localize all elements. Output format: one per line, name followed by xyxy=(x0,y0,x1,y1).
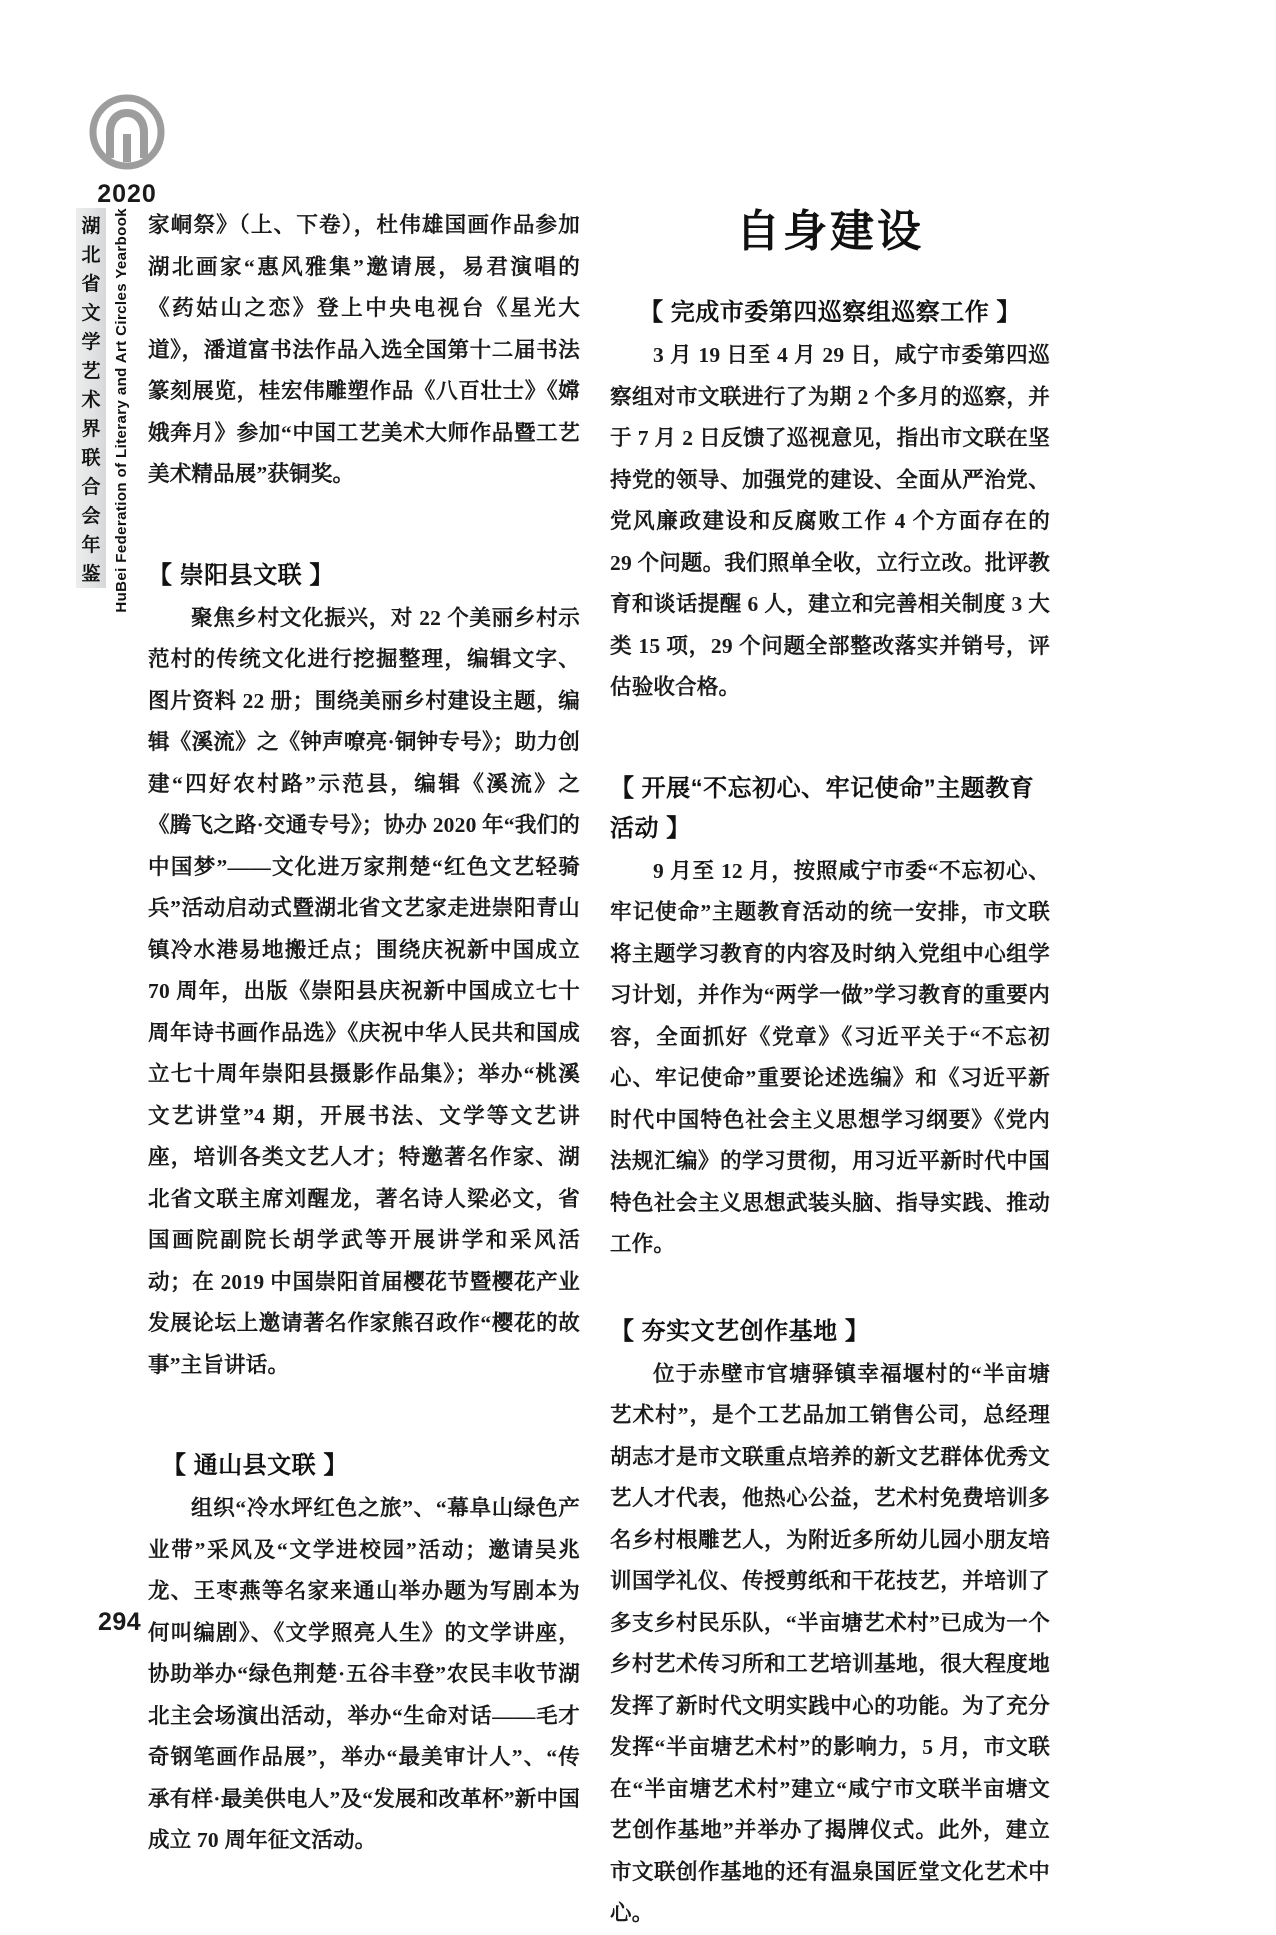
section-heading-chongyang: 【 崇阳县文联 】 xyxy=(148,561,334,589)
vertical-running-head xyxy=(76,208,138,613)
spacer xyxy=(610,1266,1050,1286)
runhead-char: 艺 xyxy=(81,361,101,382)
section-body-chongyang: 聚焦乡村文化振兴，对 22 个美丽乡村示范村的传统文化进行挖掘整理，编辑文字、图片资料 22 册；围绕美丽乡村建设主题，编辑《溪流》之《钟声嘹亮·铜钟专号》；助力创建“四好农村路”示范县，编辑《溪流》之《腾飞之路·交通专号》；协办 2020 年“我们的中国梦”——文化进万家荆楚“红色文艺轻骑兵”活动启动式暨湖北省文艺家走进崇阳青山镇冷水港易地搬迁点；围绕庆祝新中国成立 70 周年，出版《崇阳县庆祝新中国成立七十周年诗书画作品选》《庆祝中华人民共和国成立七十周年崇阳县摄影作品集》；举办“桃溪文艺讲堂”4 期，开展书法、文学等文艺讲座，培训各类文艺人才；特邀著名作家、湖北省文联主席刘醒龙，著名诗人梁必文，省国画院副院长胡学武等开展讲学和采风活动；在 2019 中国崇阳首届樱花节暨樱花产业发展论坛上邀请著名作家熊召政作“樱花的故事”主旨讲话。 xyxy=(148,605,580,1377)
section-body-creative-base: 位于赤壁市官塘驿镇幸福堰村的“半亩塘艺术村”，是个工艺品加工销售公司，总经理胡志才是市文联重点培养的新文艺群体优秀文艺人才代表，他热心公益，艺术村免费培训多名乡村根雕艺人，为附近多所幼儿园小朋友培训国学礼仪、传授剪纸和干花技艺，并培训了多支乡村民乐队，“半亩塘艺术村”已成为一个乡村艺术传习所和工艺培训基地，很大程度地发挥了新时代文明实践中心的功能。为了充分发挥“半亩塘艺术村”的影响力，5 月，市文联在“半亩塘艺术村”建立“咸宁市文联半亩塘文艺创作基地”并举办了揭牌仪式。此外，建立市文联创作基地的还有温泉国匠堂文化艺术中心。 xyxy=(610,1361,1050,1925)
page-number: 294 xyxy=(98,1608,142,1636)
runhead-char: 北 xyxy=(81,245,101,266)
spacer xyxy=(610,709,1050,743)
logo-year-label: 2020 xyxy=(97,180,157,208)
masthead xyxy=(62,92,192,209)
runhead-char: 术 xyxy=(81,390,101,411)
section-heading-creative-base: 【 夯实文艺创作基地 】 xyxy=(610,1317,870,1345)
section-body-tongshan: 组织“冷水坪红色之旅”、“幕阜山绿色产业带”采风及“文学进校园”活动；邀请吴兆龙、王枣燕等名家来通山举办题为写剧本为何叫编剧》、《文学照亮人生》的文学讲座，协助举办“绿色荆楚·五谷丰登”农民丰收节湖北主会场演出活动，举办“生命对话——毛才奇钢笔画作品展”，举办“最美审计人”、“传承有样·最美供电人”及“发展和改革杯”新中国成立 70 周年征文活动。 xyxy=(148,1496,580,1852)
hubei-federation-logo-icon xyxy=(84,92,170,178)
runhead-char: 学 xyxy=(81,332,101,353)
spacer xyxy=(148,1386,580,1420)
runhead-char: 联 xyxy=(81,448,101,469)
runhead-char: 界 xyxy=(81,419,101,440)
left-text-column xyxy=(148,205,580,1862)
section-heading-inspection: 【 完成市委第四巡察组巡察工作 】 xyxy=(639,299,1021,326)
running-head-chinese xyxy=(76,208,106,588)
continued-paragraph: 家峒祭》（上、下卷），杜伟雄国画作品参加湖北画家“惠风雅集”邀请展，易君演唱的《药姑山之恋》登上中央电视台《星光大道》，潘道富书法作品入选全国第十二届书法篆刻展览，桂宏伟雕塑作品《八百壮士》《嫦娥奔月》参加“中国工艺美术大师作品暨工艺美术精品展”获铜奖。 xyxy=(148,213,580,486)
page-title: 自身建设 xyxy=(736,207,924,256)
runhead-char: 省 xyxy=(81,274,101,295)
runhead-char: 合 xyxy=(81,477,101,498)
section-body-inspection: 3 月 19 日至 4 月 29 日，咸宁市委第四巡察组对市文联进行了为期 2 个多月的巡察，并于 7 月 2 日反馈了巡视意见，指出市文联在坚持党的领导、加强党的建设、全面从严治党、党风廉政建设和反腐败工作 4 个方面存在的 29 个问题。我们照单全收，立行立改。批评教育和谈话提醒 6 人，建立和完善相关制度 3 大类 15 项，29 个问题全部整改落实并销号，评估验收合格。 xyxy=(610,343,1050,699)
section-body-theme-education: 9 月至 12 月，按照咸宁市委“不忘初心、牢记使命”主题教育活动的统一安排，市文联将主题学习教育的内容及时纳入党组中心组学习计划，并作为“两学一做”学习教育的重要内容，全面抓好《党章》《习近平关于“不忘初心、牢记使命”重要论述选编》和《习近平新时代中国特色社会主义思想学习纲要》《党内法规汇编》的学习贯彻，用习近平新时代中国特色社会主义思想武装头脑、指导实践、推动工作。 xyxy=(610,858,1050,1256)
runhead-char: 湖 xyxy=(81,216,101,237)
spacer xyxy=(148,496,580,530)
runhead-char: 鉴 xyxy=(81,564,101,585)
runhead-char: 年 xyxy=(81,535,101,556)
section-heading-theme-education: 【 开展“不忘初心、牢记使命”主题教育活动 】 xyxy=(610,774,1035,842)
right-text-column xyxy=(610,205,1050,1935)
runhead-char: 文 xyxy=(81,303,101,324)
running-head-english-label: HuBei Federation of Literary and Art Circles Yearbook xyxy=(112,208,130,613)
running-head-english xyxy=(106,208,136,613)
runhead-char: 会 xyxy=(81,506,101,527)
section-heading-tongshan: 【 通山县文联 】 xyxy=(162,1452,348,1479)
